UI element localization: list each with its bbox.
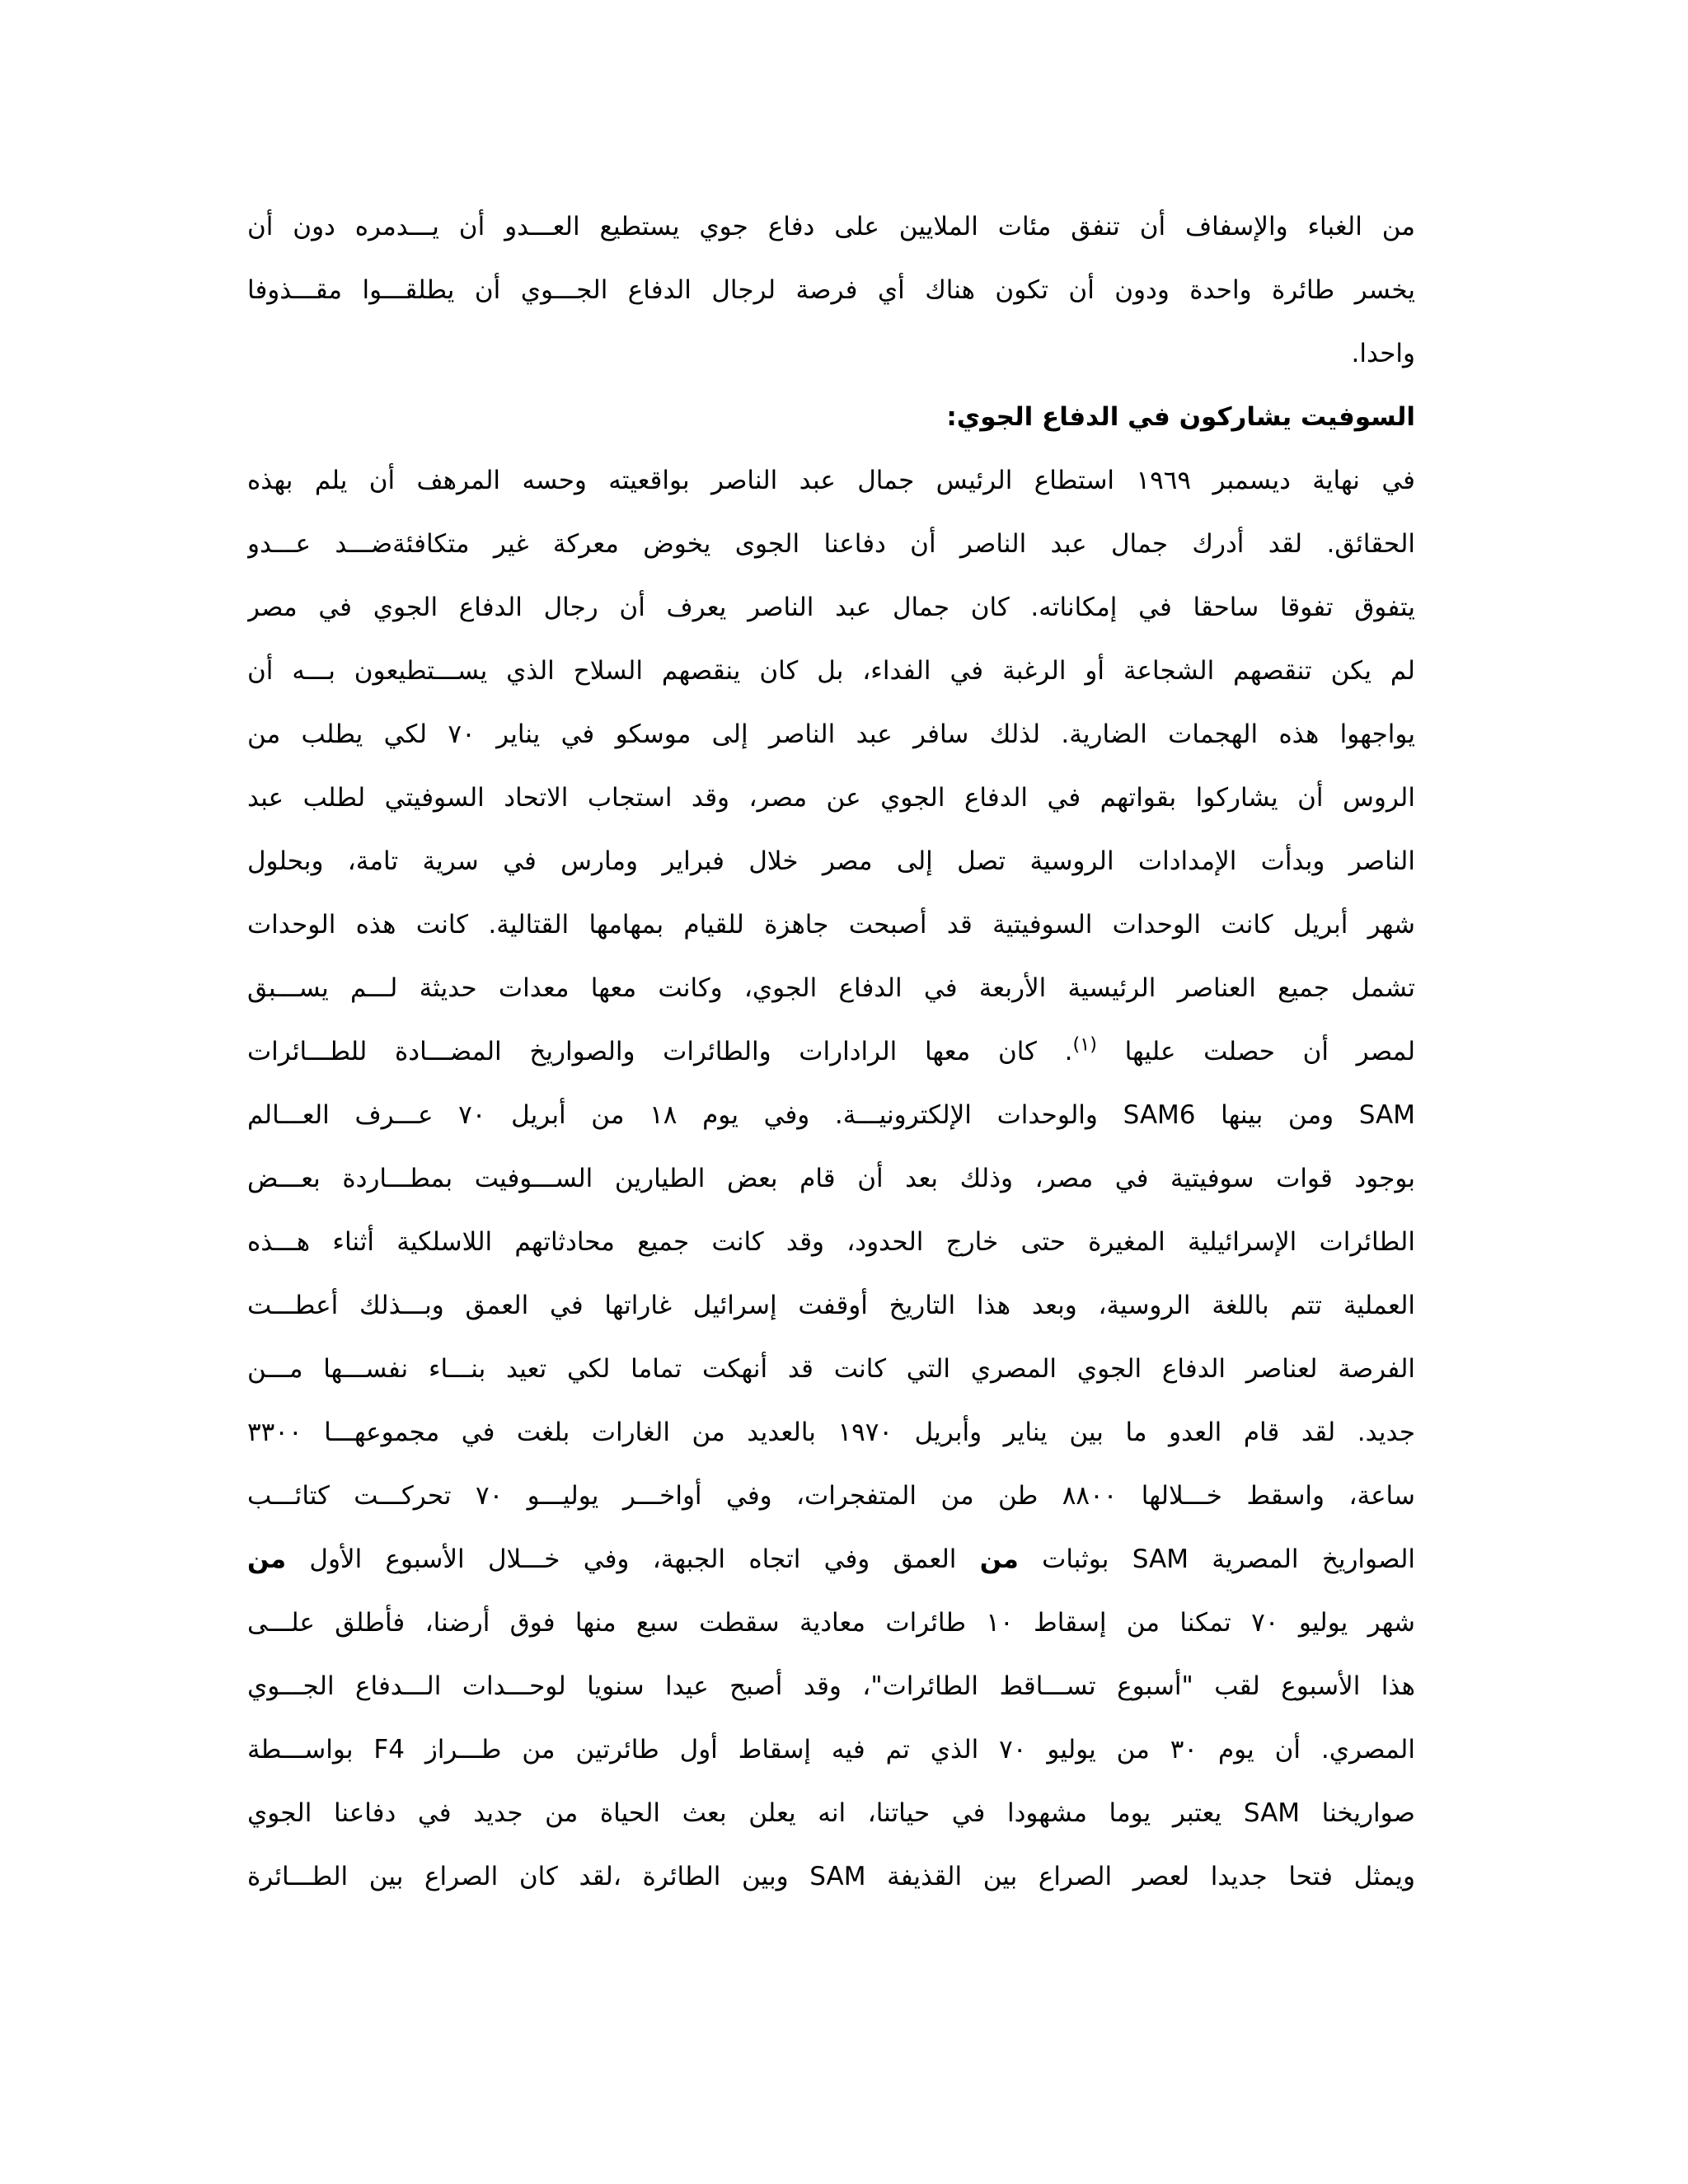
text-segment: . كان معها الرادارات والطائرات والصواريخ المضـــادة للطـــائرات <box>247 1037 1073 1066</box>
text-line: الناصر وبدأت الإمدادات الروسية تصل إلى مصر خلال فبراير ومارس في سرية تامة، وبحلول <box>247 846 1415 876</box>
text-segment: الصواريخ المصرية SAM بوثبات <box>1018 1544 1415 1574</box>
text-line: يواجهوا هذه الهجمات الضارية. لذلك سافر عبد الناصر إلى موسكو في يناير ٧٠ لكي يطلب من <box>247 719 1415 749</box>
text-line: الروس أن يشاركوا بقواتهم في الدفاع الجوي عن مصر، وقد استجاب الاتحاد السوفيتي لطلب عبد <box>247 783 1415 813</box>
text-line: لم يكن تنقصهم الشجاعة أو الرغبة في الفداء، بل كان ينقصهم السلاح الذي يســـتطيعون بـــه أن <box>247 656 1415 686</box>
text-segment: لمصر أن حصلت عليها <box>1096 1037 1415 1066</box>
text-line: المصري. أن يوم ٣٠ من يوليو ٧٠ الذي تم فيه إسقاط أول طائرتين من طـــراز F4 بواســـطة <box>247 1735 1415 1765</box>
document-body <box>247 195 1415 1909</box>
text-line: بوجود قوات سوفيتية في مصر، وذلك بعد أن قام بعض الطيارين الســـوفيت بمطـــاردة بعـــض <box>247 1164 1415 1193</box>
footnote-reference: (١) <box>1072 1033 1097 1056</box>
text-line: شهر يوليو ٧٠ تمكنا من إسقاط ١٠ طائرات معادية سقطت سبع منها فوق أرضنا، فأطلق علـــى <box>247 1608 1415 1638</box>
text-line: في نهاية ديسمبر ١٩٦٩ استطاع الرئيس جمال عبد الناصر بواقعيته وحسه المرهف أن يلم بهذه <box>247 466 1415 495</box>
text-line: ويمثل فتحا جديدا لعصر الصراع بين القذيفة SAM وبين الطائرة ،لقد كان الصراع بين الطـــائرة <box>247 1862 1415 1891</box>
text-line: يتفوق تفوقا ساحقا في إمكاناته. كان جمال عبد الناصر يعرف أن رجال الدفاع الجوي في مصر <box>247 593 1415 622</box>
text-line: شهر أبريل كانت الوحدات السوفيتية قد أصبحت جاهزة للقيام بمهامها القتالية. كانت هذه الوحدات <box>247 910 1415 940</box>
text-line: العملية تتم باللغة الروسية، وبعد هذا التاريخ أوقفت إسرائيل غاراتها في العمق وبـــذلك أعطـــت <box>247 1291 1415 1320</box>
text-line <box>247 1020 1415 1084</box>
section-heading: السوفيت يشاركون في الدفاع الجوي: <box>946 402 1415 432</box>
text-line: واحدا. <box>1351 339 1415 368</box>
text-line: SAM ومن بينها SAM6 والوحدات الإلكترونيـــة. وفي يوم ١٨ من أبريل ٧٠ عـــرف العـــالم <box>247 1100 1415 1130</box>
text-line: يخسر طائرة واحدة ودون أن تكون هناك أي فرصة لرجال الدفاع الجـــوي أن يطلقـــوا مقـــذوفا <box>247 275 1415 305</box>
text-line: الطائرات الإسرائيلية المغيرة حتى خارج الحدود، وقد كانت جميع محادثاتهم اللاسلكية أثناء هـــذه <box>247 1227 1415 1257</box>
bold-word: من <box>247 1544 287 1574</box>
text-line: هذا الأسبوع لقب "أسبوع تســـاقط الطائرات"، وقد أصبح عيدا سنويا لوحـــدات الـــدفاع الجـــوي <box>247 1671 1415 1701</box>
text-line: جديد. لقد قام العدو ما بين يناير وأبريل ١٩٧٠ بالعديد من الغارات بلغت في مجموعهـــا ٣٣٠٠ <box>247 1418 1415 1447</box>
text-line: ساعة، واسقط خـــلالها ٨٨٠٠ طن من المتفجرات، وفي أواخـــر يوليـــو ٧٠ تحركـــت كتائـــب <box>247 1481 1415 1511</box>
text-line: تشمل جميع العناصر الرئيسية الأربعة في الدفاع الجوي، وكانت معها معدات حديثة لـــم يســـبق <box>247 973 1415 1003</box>
bold-word: من <box>979 1544 1019 1574</box>
text-line: صواريخنا SAM يعتبر يوما مشهودا في حياتنا، انه يعلن بعث الحياة من جديد في دفاعنا الجوي <box>247 1798 1415 1828</box>
text-segment: العمق وفي اتجاه الجبهة، وفي خـــلال الأسبوع الأول <box>286 1544 980 1574</box>
text-line <box>247 1528 1415 1591</box>
text-line: الحقائق. لقد أدرك جمال عبد الناصر أن دفاعنا الجوى يخوض معركة غير متكافئةضـــد عـــدو <box>247 529 1415 559</box>
text-line: من الغباء والإسفاف أن تنفق مئات الملايين على دفاع جوي يستطيع العـــدو أن يـــدمره دون أن <box>247 212 1415 241</box>
text-line: الفرصة لعناصر الدفاع الجوي المصري التي كانت قد أنهكت تماما لكي تعيد بنـــاء نفســـها مـــن <box>247 1354 1415 1384</box>
